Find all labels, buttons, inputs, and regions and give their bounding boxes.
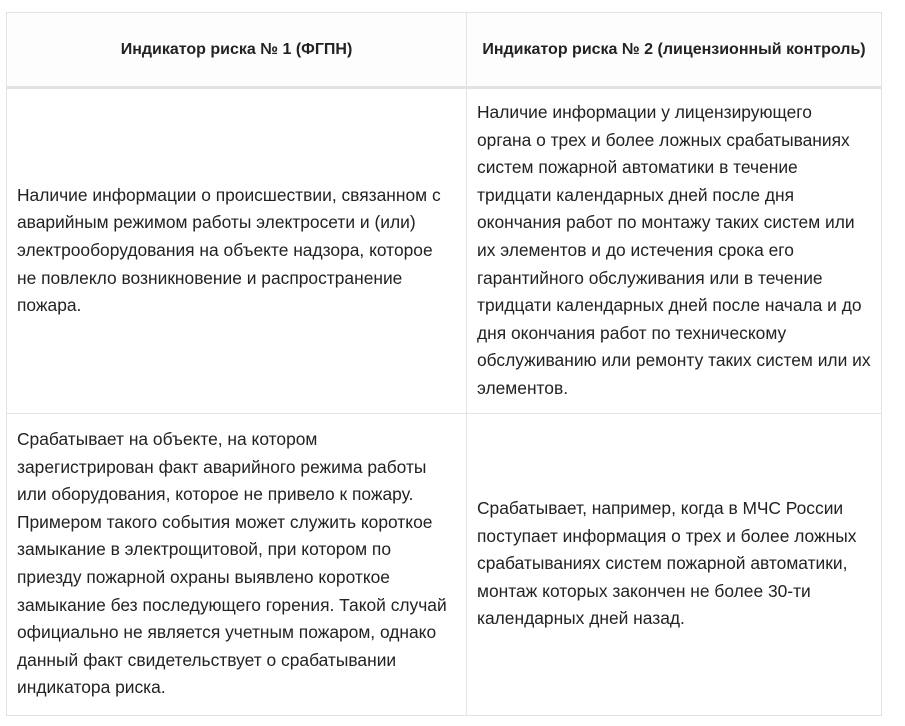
table-cell-indicator-2-definition: Наличие информации у лицензирующего органа о трех и более ложных срабатываниях систем пожарной автоматики в течение тридцати календарных дней после дня окончания работ по монтажу таких систем или их элементов и до истечения срока его гарантийного обслуживания или в течение тридцати календарных дней после начала и до дня окончания работ по техническому обслуживанию или ремонту таких систем или их элементов.: [467, 88, 882, 414]
risk-indicators-table: [6, 12, 882, 716]
content-area: [6, 12, 881, 716]
table-header-row: [7, 13, 882, 88]
table-cell-indicator-1-definition: Наличие информации о происшествии, связанном с аварийным режимом работы электросети и (или) электрооборудования на объекте надзора, которое не повлекло возникновение и распространение пожара.: [7, 88, 467, 414]
table-header: [7, 13, 882, 88]
table-row: [7, 88, 882, 414]
table-row: [7, 413, 882, 715]
table-cell-indicator-1-example: Срабатывает на объекте, на котором зарегистрирован факт аварийного режима работы или оборудования, которое не привело к пожару. Примером такого события может служить короткое замыкание в электрощитовой, при котором по приезду пожарной охраны выявлено короткое замыкание без последующего горения. Такой случай официально не является учетным пожаром, однако данный факт свидетельствует о срабатывании индикатора риска.: [7, 413, 467, 715]
table-cell-indicator-2-example: Срабатывает, например, когда в МЧС России поступает информация о трех и более ложных срабатываниях систем пожарной автоматики, монтаж которых закончен не более 30-ти календарных дней назад.: [467, 413, 882, 715]
header-cell-indicator-2: Индикатор риска № 2 (лицензионный контроль): [467, 13, 882, 88]
table-body: [7, 88, 882, 716]
header-cell-indicator-1: Индикатор риска № 1 (ФГПН): [7, 13, 467, 88]
